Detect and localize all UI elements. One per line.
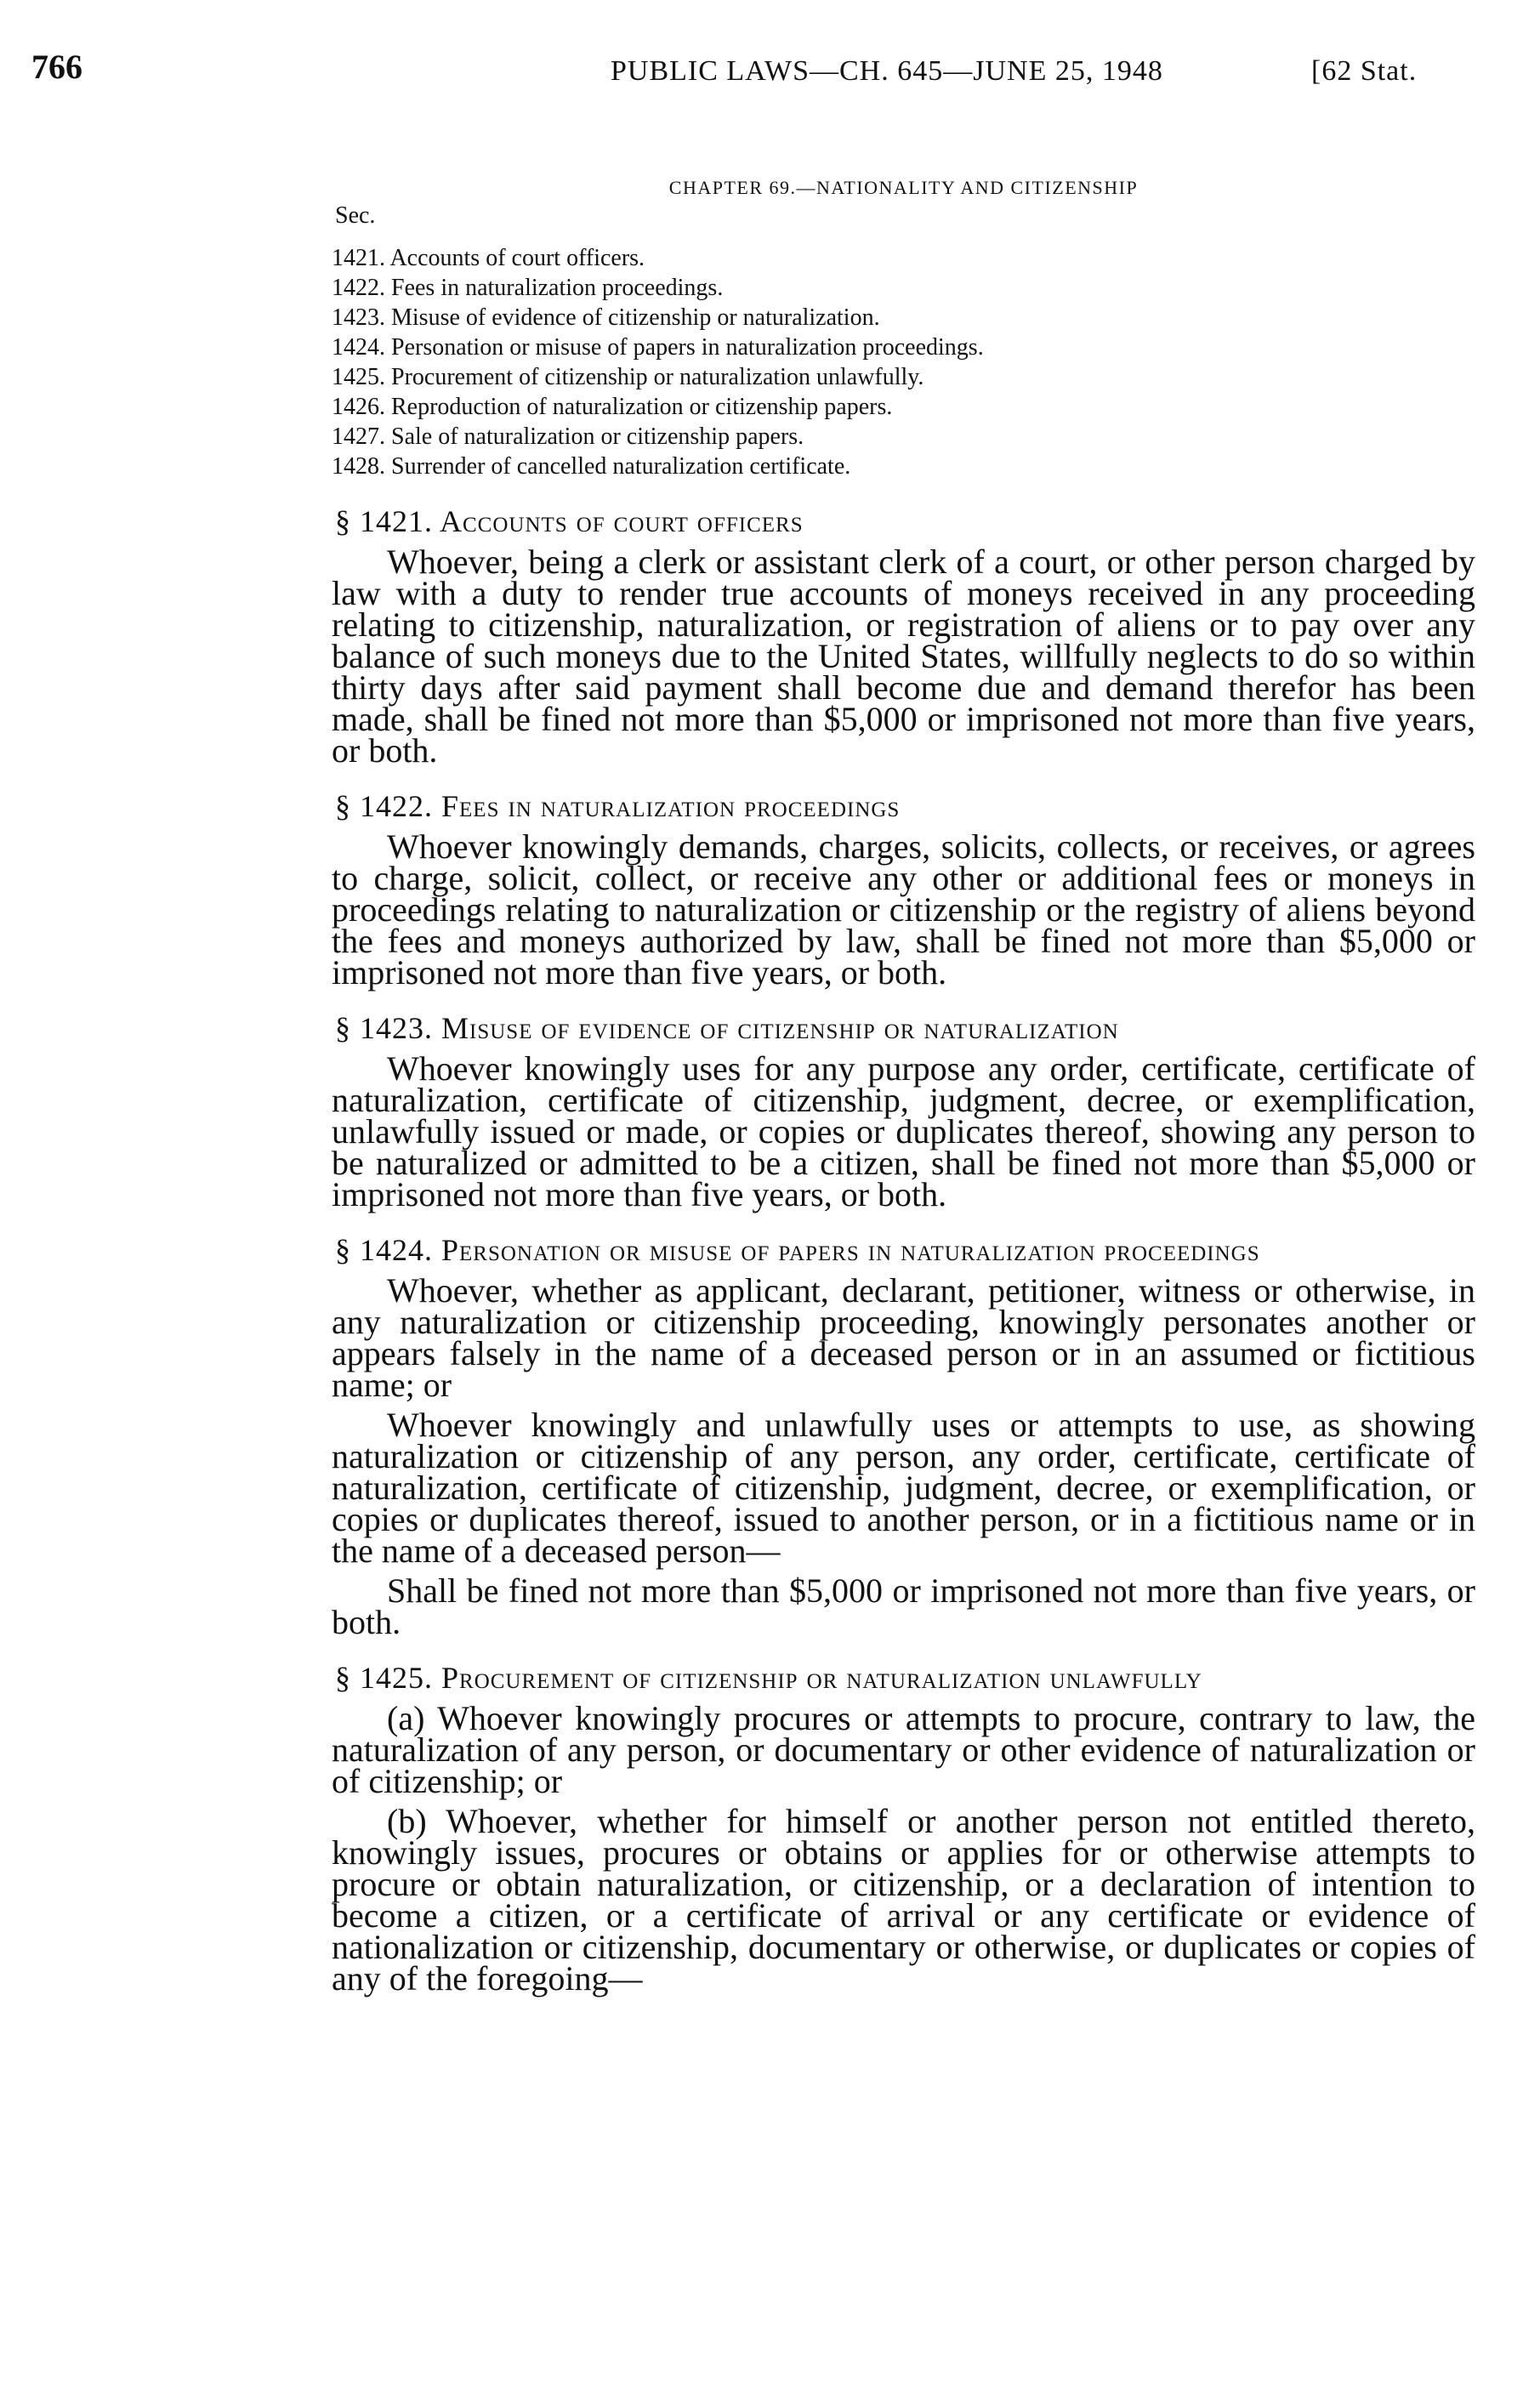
section-paragraph: Whoever knowingly uses for any purpose any order, certificate, certificate of naturalization, certificate of citizenship, judgment, decree, or exemplification, unlawfully issued or made, or copies or duplicates thereof, showing any person to be naturalized or admitted to be a citizen, shall be fined not more than $5,000 or imprisoned not more than five years, or both.	[332, 1049, 1475, 1213]
section-heading: § 1422. Fees in naturalization proceedings	[335, 789, 901, 823]
toc-item: 1428. Surrender of cancelled naturalization certificate.	[332, 453, 851, 480]
section-1423	[332, 1010, 1475, 1213]
section-heading: § 1424. Personation or misuse of papers in naturalization proceedings	[335, 1233, 1260, 1267]
toc-item: 1425. Procurement of citizenship or naturalization unlawfully.	[332, 364, 924, 390]
section-heading: § 1423. Misuse of evidence of citizenship or naturalization	[335, 1011, 1119, 1045]
section-1424	[332, 1232, 1475, 1641]
toc-item: 1421. Accounts of court officers.	[332, 245, 645, 271]
statute-reference: [62 Stat.	[1311, 55, 1418, 87]
section-heading: § 1425. Procurement of citizenship or naturalization unlawfully	[335, 1661, 1202, 1695]
page-number: 766	[31, 48, 82, 86]
section-body	[332, 1699, 1475, 1997]
section-body	[332, 543, 1475, 770]
section-paragraph: Whoever knowingly demands, charges, solicits, collects, or receives, or agrees to charge, solicit, collect, or receive any other or additional fees or moneys in proceedings relating to naturalization or citizenship or the registry of aliens beyond the fees and moneys authorized by law, shall be fined not more than $5,000 or imprisoned not more than five years, or both.	[332, 827, 1475, 992]
section-1422	[332, 788, 1475, 992]
section-heading: § 1421. Accounts of court officers	[335, 504, 804, 538]
running-head: PUBLIC LAWS—CH. 645—JUNE 25, 1948	[611, 55, 1163, 87]
chapter-title: CHAPTER 69.—NATIONALITY AND CITIZENSHIP	[668, 177, 1139, 198]
page-content	[332, 119, 1475, 2003]
section-paragraph: Whoever, being a clerk or assistant clerk of a court, or other person charged by law with a duty to render true accounts of moneys received in any proceeding relating to citizenship, naturalization, or registration of aliens or to pay over any balance of such moneys due to the United States, willfully neglects to do so within thirty days after said payment shall become due and demand therefor has been made, shall be fined not more than $5,000 or imprisoned not more than five years, or both.	[332, 543, 1475, 770]
page-header	[0, 47, 1540, 98]
section-paragraph: Shall be fined not more than $5,000 or imprisoned not more than five years, or both.	[332, 1571, 1475, 1641]
section-paragraph: Whoever knowingly and unlawfully uses or attempts to use, as showing naturalization or citizenship of any person, any order, certificate, certificate of naturalization, certificate of citizenship, judgment, decree, or exemplification, or copies or duplicates thereof, issued to another person, or in a fictitious name or in the name of a deceased person—	[332, 1406, 1475, 1570]
section-body	[332, 1049, 1475, 1213]
toc-item: 1422. Fees in naturalization proceedings.	[332, 275, 724, 301]
table-of-contents	[332, 243, 1475, 481]
section-body	[332, 827, 1475, 992]
toc-item: 1426. Reproduction of naturalization or citizenship papers.	[332, 394, 893, 420]
toc-item: 1423. Misuse of evidence of citizenship or naturalization.	[332, 304, 880, 331]
section-paragraph: Whoever, whether as applicant, declarant, petitioner, witness or otherwise, in any naturalization or citizenship proceeding, knowingly personates another or appears falsely in the name of a deceased person or in an assumed or fictitious name; or	[332, 1271, 1475, 1404]
section-1421	[332, 503, 1475, 770]
section-paragraph: (b) Whoever, whether for himself or another person not entitled thereto, knowingly issues, procures or obtains or applies for or otherwise attempts to procure or obtain naturalization, or citizenship, or a declaration of intention to become a citizen, or a certificate of arrival or any certificate or evidence of nationalization or citizenship, documentary or otherwise, or duplicates or copies of any of the foregoing—	[332, 1802, 1475, 1997]
sec-label: Sec.	[335, 202, 376, 229]
section-paragraph: (a) Whoever knowingly procures or attempts to procure, contrary to law, the naturalization of any person, or documentary or other evidence of naturalization or of citizenship; or	[332, 1699, 1475, 1800]
toc-item: 1424. Personation or misuse of papers in naturalization proceedings.	[332, 334, 984, 361]
toc-item: 1427. Sale of naturalization or citizenship papers.	[332, 423, 804, 450]
section-1425	[332, 1660, 1475, 1997]
section-body	[332, 1271, 1475, 1641]
